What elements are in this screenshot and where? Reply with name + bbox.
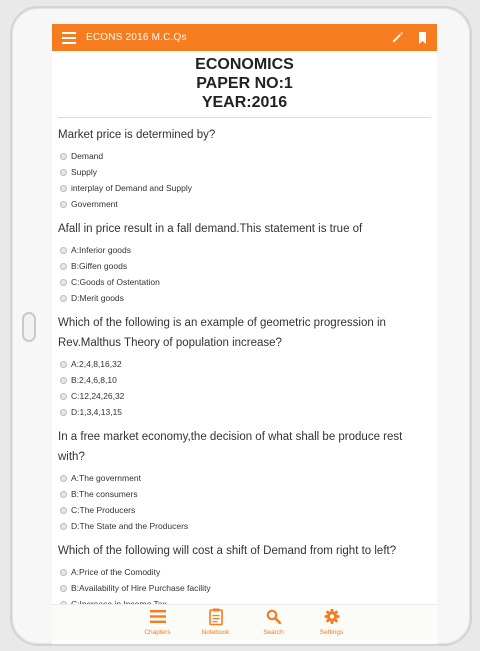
app-title: ECONS 2016 M.C.Qs [86, 32, 187, 43]
tablet-home-button[interactable] [22, 312, 36, 342]
option-radio[interactable] [60, 242, 429, 258]
app-bar [52, 24, 437, 51]
question-block-1 [52, 125, 437, 212]
question-text: Afall in price result in a fall demand.This statement is true of [58, 223, 363, 235]
question-list[interactable] [52, 51, 437, 601]
option-radio[interactable] [60, 148, 429, 164]
option-label: C:12,24,26,32 [71, 391, 125, 401]
question-text: Which of the following will cost a shift of Demand from right to left? [58, 545, 397, 557]
radio-icon[interactable] [60, 279, 67, 286]
option-radio[interactable] [60, 486, 429, 502]
option-label: A:2,4,8,16,32 [71, 359, 122, 369]
radio-icon[interactable] [60, 377, 67, 384]
question-text: Market price is determined by? [58, 129, 216, 141]
question-text: In a free market economy,the decision of what shall be produce rest with? [58, 431, 403, 463]
option-radio[interactable] [60, 274, 429, 290]
radio-icon[interactable] [60, 247, 67, 254]
clipboard-icon [209, 608, 223, 625]
paper-number: PAPER NO:1 [196, 75, 293, 92]
app-screen [52, 24, 437, 644]
option-radio[interactable] [60, 258, 429, 274]
nav-notebook[interactable] [187, 605, 245, 640]
pencil-icon[interactable] [391, 31, 404, 44]
option-label: B:Giffen goods [71, 261, 128, 271]
radio-icon[interactable] [60, 153, 67, 160]
nav-chapters[interactable] [129, 605, 187, 640]
option-label: B:The consumers [71, 489, 138, 499]
option-radio[interactable] [60, 388, 429, 404]
radio-icon[interactable] [60, 569, 67, 576]
option-label: C:Goods of Ostentation [71, 277, 160, 287]
option-label: Government [71, 199, 118, 209]
option-label: D:1,3,4,13,15 [71, 407, 123, 417]
radio-icon[interactable] [60, 393, 67, 400]
paper-year: YEAR:2016 [201, 94, 288, 111]
question-block-3 [52, 313, 437, 420]
question-block-4 [52, 427, 437, 534]
option-label: Supply [71, 167, 97, 177]
option-radio[interactable] [60, 502, 429, 518]
radio-icon[interactable] [60, 523, 67, 530]
option-label: interplay of Demand and Supply [71, 183, 192, 193]
option-radio[interactable] [60, 372, 429, 388]
radio-icon[interactable] [60, 263, 67, 270]
option-radio[interactable] [60, 470, 429, 486]
radio-icon[interactable] [60, 295, 67, 302]
option-radio[interactable] [60, 180, 429, 196]
radio-icon[interactable] [60, 361, 67, 368]
option-radio[interactable] [60, 564, 429, 580]
subject-title: ECONOMICS [195, 56, 294, 73]
gear-icon [324, 608, 340, 625]
radio-icon[interactable] [60, 169, 67, 176]
option-label: B:Availability of Hire Purchase facility [71, 583, 211, 593]
option-label: A:The government [71, 473, 141, 483]
menu-icon[interactable] [62, 32, 76, 44]
radio-icon[interactable] [60, 201, 67, 208]
nav-label: Notebook [201, 629, 230, 636]
nav-label: Chapters [144, 629, 171, 636]
option-radio[interactable] [60, 196, 429, 212]
option-radio[interactable] [60, 518, 429, 534]
bottom-navigation [52, 604, 437, 640]
option-radio[interactable] [60, 164, 429, 180]
list-icon [150, 608, 166, 625]
option-radio[interactable] [60, 356, 429, 372]
nav-search[interactable] [245, 605, 303, 640]
radio-icon[interactable] [60, 475, 67, 482]
option-label: D:The State and the Producers [71, 521, 189, 531]
option-radio[interactable] [60, 290, 429, 306]
nav-label: Settings [319, 629, 344, 636]
radio-icon[interactable] [60, 491, 67, 498]
option-label: A:Inferior goods [71, 245, 132, 255]
radio-icon[interactable] [60, 585, 67, 592]
bookmark-icon[interactable] [418, 32, 427, 44]
question-text: Which of the following is an example of geometric progression in Rev.Malthus Theory of population increase? [58, 317, 386, 349]
option-label: C:The Producers [71, 505, 136, 515]
search-icon [266, 608, 281, 625]
radio-icon[interactable] [60, 507, 67, 514]
option-label: D:Merit goods [71, 293, 124, 303]
radio-icon[interactable] [60, 185, 67, 192]
option-radio[interactable] [60, 580, 429, 596]
header-divider [58, 117, 431, 118]
question-block-2 [52, 219, 437, 306]
nav-label: Search [263, 629, 284, 636]
radio-icon[interactable] [60, 409, 67, 416]
option-label: B:2,4,6,8,10 [71, 375, 117, 385]
option-label: Demand [71, 151, 104, 161]
nav-settings[interactable] [303, 605, 361, 640]
option-label: A:Price of the Comodity [71, 567, 161, 577]
question-block-5 [52, 541, 437, 612]
paper-header [52, 51, 437, 112]
option-radio[interactable] [60, 404, 429, 420]
